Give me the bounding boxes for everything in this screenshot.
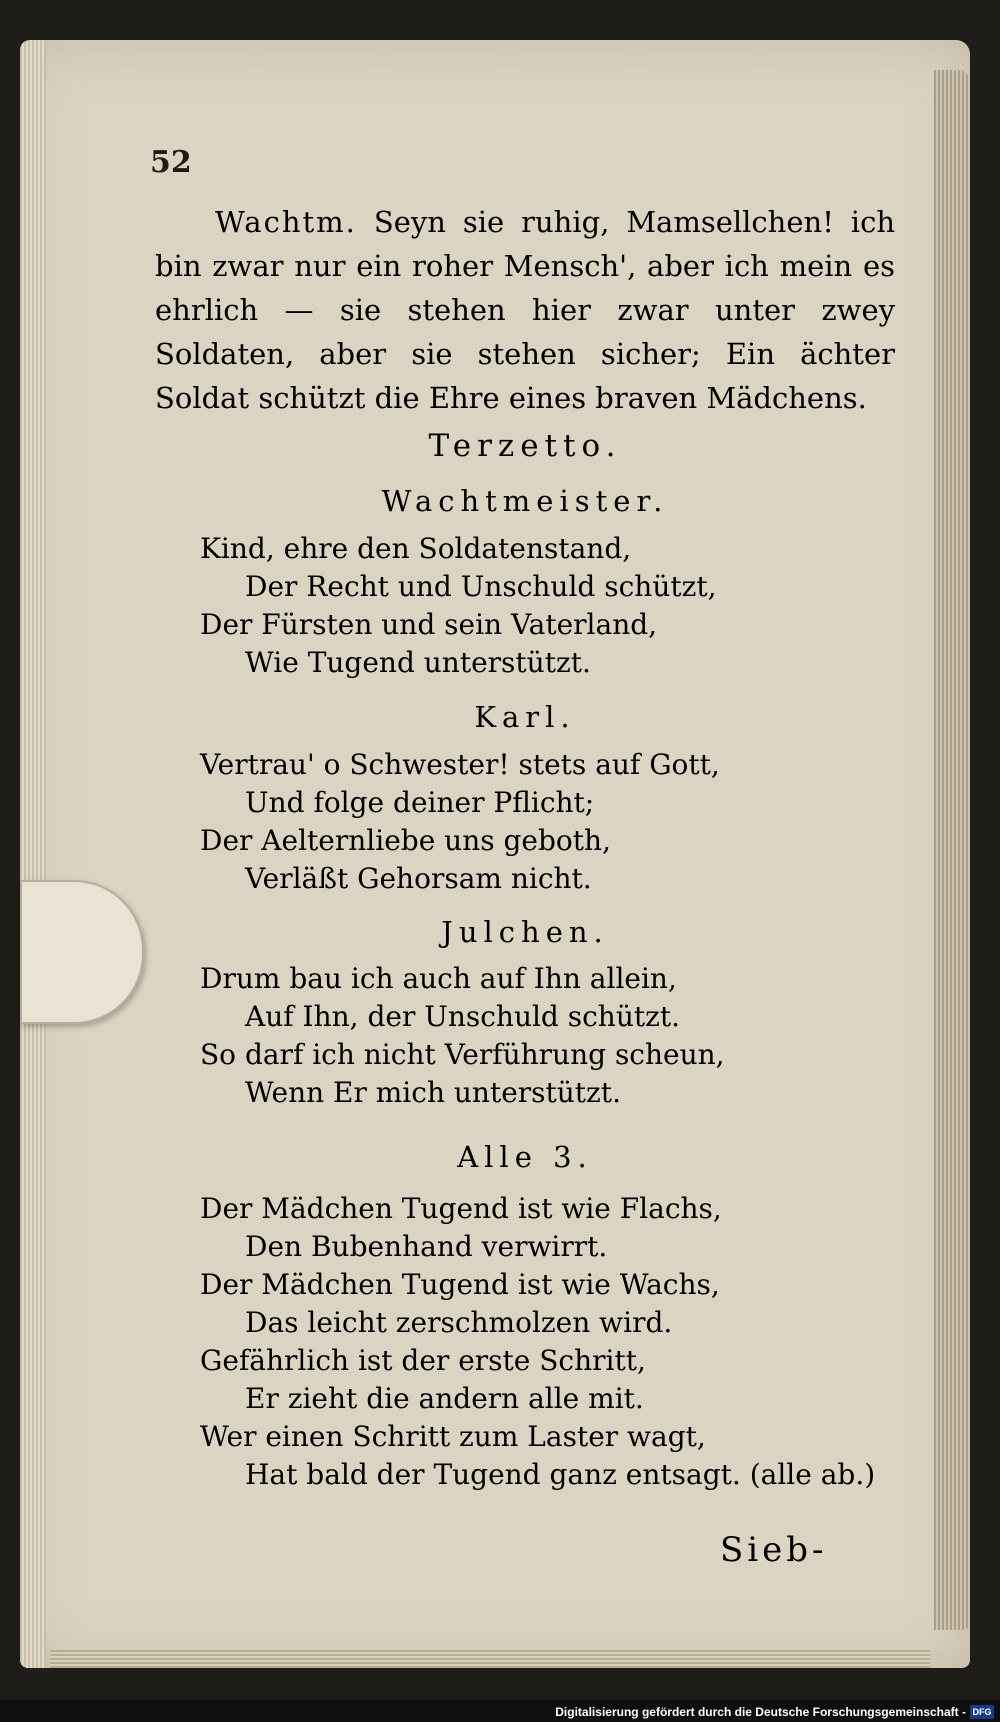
page-edge-left bbox=[20, 40, 46, 1668]
verse-line: Der Aelternliebe uns geboth, bbox=[200, 824, 611, 857]
verse-block-julchen bbox=[200, 960, 725, 1112]
speaker-heading-julchen: Julchen. bbox=[441, 915, 609, 949]
verse-line: Wenn Er mich unterstützt. bbox=[245, 1076, 621, 1109]
verse-line: Auf Ihn, der Unschuld schützt. bbox=[245, 1000, 681, 1033]
verse-line: Und folge deiner Pflicht; bbox=[245, 786, 595, 819]
verse-line: Der Recht und Unschuld schützt, bbox=[245, 570, 717, 603]
speaker-heading-karl: Karl. bbox=[474, 700, 576, 734]
verse-line: Kind, ehre den Soldatenstand, bbox=[200, 532, 632, 565]
catchword: Sieb- bbox=[720, 1530, 828, 1570]
verse-line: Der Mädchen Tugend ist wie Wachs, bbox=[200, 1268, 720, 1301]
speaker-heading-wachtmeister: Wachtmeister. bbox=[381, 484, 669, 518]
dialogue-speaker: Wachtm. bbox=[215, 205, 357, 239]
page-edge-right bbox=[934, 70, 970, 1630]
verse-block-karl bbox=[200, 746, 720, 898]
verse-line: So darf ich nicht Verführung scheun, bbox=[200, 1038, 725, 1071]
dialogue-paragraph bbox=[155, 200, 895, 420]
footer-credit: Digitalisierung gefördert durch die Deutsche Forschungsgemeinschaft - bbox=[555, 1705, 966, 1719]
verse-block-alle bbox=[200, 1190, 875, 1494]
verse-line: Den Bubenhand verwirrt. bbox=[245, 1230, 608, 1263]
terzetto-title: Terzetto. bbox=[428, 428, 622, 464]
verse-line: Der Mädchen Tugend ist wie Flachs, bbox=[200, 1192, 722, 1225]
verse-line: Der Fürsten und sein Vaterland, bbox=[200, 608, 658, 641]
dialogue-text: Seyn sie ruhig, Mamsellchen! ich bin zwar nur ein roher Mensch', aber ich mein es ehrlich — sie stehen hier zwar unter zwey Soldaten, aber sie stehen sicher; Ein ächter Soldat schützt die Ehre eines braven Mädchens. bbox=[155, 205, 895, 415]
verse-line: Hat bald der Tugend ganz entsagt. (alle ab.) bbox=[245, 1458, 876, 1491]
bookmark-tab bbox=[20, 880, 144, 1024]
verse-line: Das leicht zerschmolzen wird. bbox=[245, 1306, 673, 1339]
speaker-heading-alle: Alle 3. bbox=[457, 1140, 593, 1174]
dfg-logo-icon: DFG bbox=[970, 1705, 994, 1719]
verse-line: Verläßt Gehorsam nicht. bbox=[245, 862, 592, 895]
verse-line: Wer einen Schritt zum Laster wagt, bbox=[200, 1420, 706, 1453]
verse-line: Vertrau' o Schwester! stets auf Gott, bbox=[200, 748, 720, 781]
verse-block-wachtmeister bbox=[200, 530, 717, 682]
verse-line: Wie Tugend unterstützt. bbox=[245, 646, 591, 679]
verse-line: Gefährlich ist der erste Schritt, bbox=[200, 1344, 646, 1377]
page-number: 52 bbox=[150, 145, 192, 180]
page-edge-bottom bbox=[50, 1650, 930, 1668]
verse-line: Drum bau ich auch auf Ihn allein, bbox=[200, 962, 677, 995]
verse-line: Er zieht die andern alle mit. bbox=[245, 1382, 644, 1415]
footer-bar bbox=[0, 1700, 1000, 1722]
